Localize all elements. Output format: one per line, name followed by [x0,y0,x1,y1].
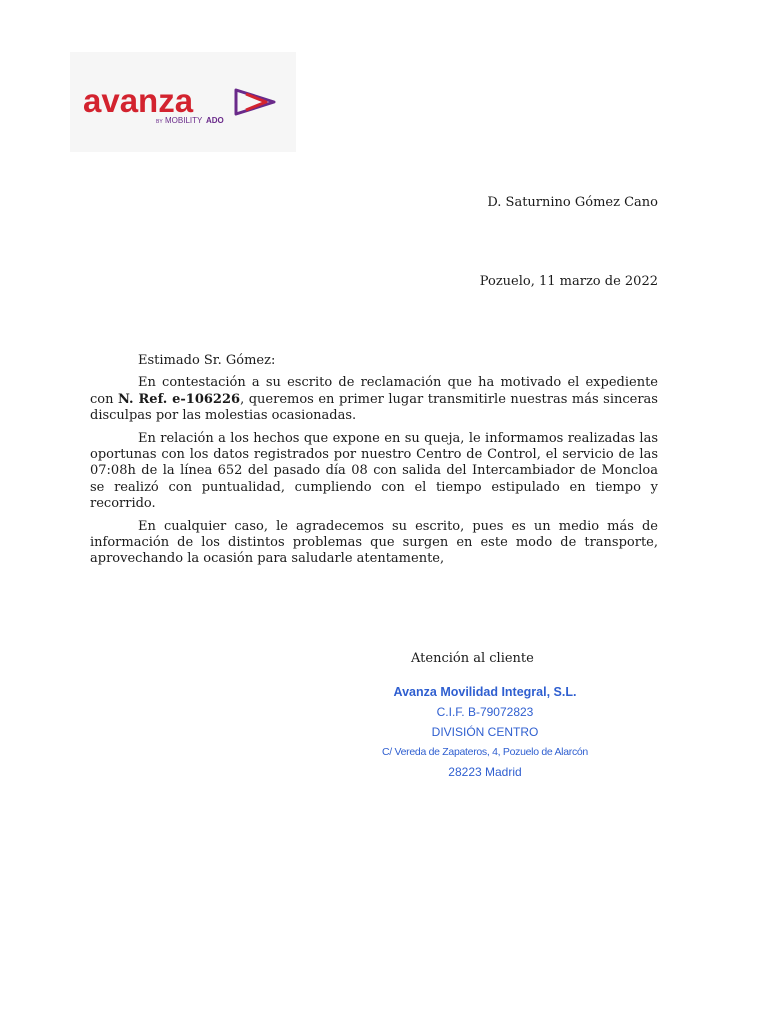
logo-tagline-by: BY [156,119,163,125]
paragraph-1-end: , queremos en primer lugar transmitirle nuestras más sinceras disculpas por las molestias ocasionadas. [90,391,658,424]
stamp-cif: C.I.F. B-79072823 [436,705,534,719]
paragraph-1 [90,375,658,424]
logo-tagline-ado: ADO [206,116,224,125]
reference-number: N. Ref. e-106226 [118,391,241,407]
company-stamp [380,682,590,782]
signature-line: Atención al cliente [411,651,534,666]
stamp-division: DIVISIÓN CENTRO [431,725,539,739]
letter-body [90,353,658,574]
company-logo [70,52,296,152]
avanza-logo-icon [70,52,296,152]
stamp-postal: 28223 Madrid [448,765,522,779]
greeting: Estimado Sr. Gómez: [138,353,276,368]
logo-wordmark: avanza [83,82,194,119]
paragraph-2: En relación a los hechos que expone en su queja, le informamos realizadas las oportunas con los datos registrados por nuestro Centro de Control, el servicio de las 07:08h de la línea 652 del pasado día 08 con salida del Intercambiador de Moncloa se realizó con puntualidad, cumpliendo con el tiempo estipulado en tiempo y recorrido. [90,430,658,512]
recipient-name: D. Saturnino Gómez Cano [487,195,658,210]
paragraph-1-start: En contestación a su escrito de reclamación que ha motivado el expediente con [90,375,658,407]
logo-tagline-mobility: MOBILITY [165,116,203,125]
stamp-address: C/ Vereda de Zapateros, 4, Pozuelo de Alarcón [382,746,588,758]
paragraph-3: En cualquier caso, le agradecemos su escrito, pues es un medio más de información de los distintos problemas que surgen en este modo de transporte, aprovechando la ocasión para saludarle atentamente, [90,518,658,567]
stamp-company: Avanza Movilidad Integral, S.L. [393,685,577,699]
letter-date: Pozuelo, 11 marzo de 2022 [479,274,658,289]
